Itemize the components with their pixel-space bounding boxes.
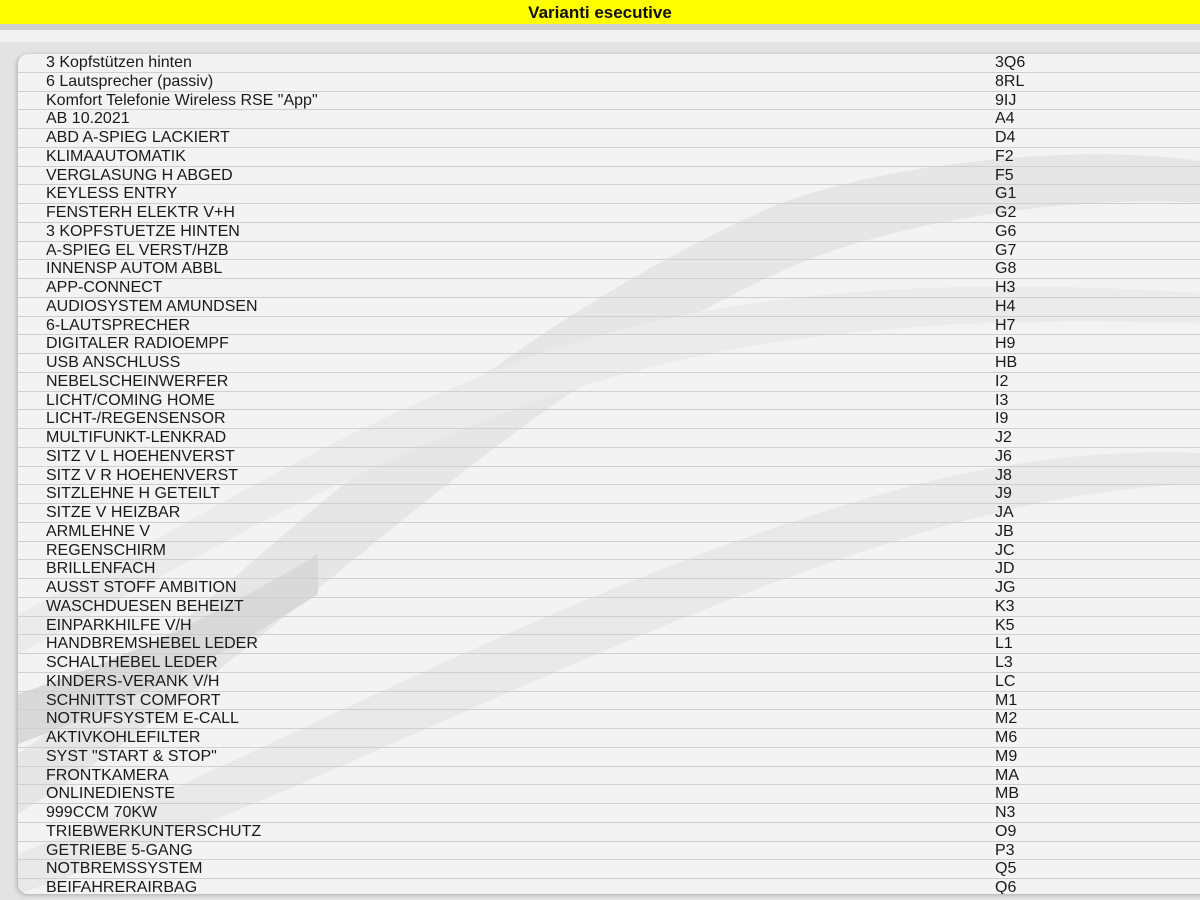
- option-code: D4: [995, 129, 1016, 146]
- list-item: [18, 92, 1200, 111]
- list-item: [18, 410, 1200, 429]
- option-description: INNENSP AUTOM ABBL: [46, 260, 223, 278]
- option-code: J2: [995, 429, 1012, 446]
- option-description: NEBELSCHEINWERFER: [46, 372, 229, 390]
- list-item: [18, 542, 1200, 561]
- header-bar: [0, 0, 1200, 30]
- option-code: JG: [995, 579, 1016, 596]
- option-description: WASCHDUESEN BEHEIZT: [46, 597, 244, 615]
- list-item: [18, 504, 1200, 523]
- option-description: APP-CONNECT: [46, 279, 163, 296]
- option-description: MULTIFUNKT-LENKRAD: [46, 429, 227, 446]
- list-item: [18, 429, 1200, 448]
- option-code: Q6: [995, 879, 1017, 894]
- option-description: HANDBREMSHEBEL LEDER: [46, 635, 258, 653]
- option-description: USB ANSCHLUSS: [46, 354, 181, 371]
- option-description: GETRIEBE 5-GANG: [46, 841, 193, 859]
- option-description: TRIEBWERKUNTERSCHUTZ: [46, 822, 262, 840]
- option-code: MA: [995, 766, 1019, 784]
- option-code: JD: [995, 560, 1015, 578]
- option-code: L3: [995, 654, 1013, 671]
- list-item: [18, 129, 1200, 148]
- option-description: NOTBREMSSYSTEM: [46, 860, 203, 878]
- option-code: G1: [995, 185, 1017, 203]
- list-item: [18, 223, 1200, 242]
- option-code: JB: [995, 522, 1014, 540]
- option-code: H4: [995, 297, 1016, 315]
- options-list: [18, 54, 1200, 894]
- option-description: 6-LAUTSPRECHER: [46, 316, 191, 334]
- option-code: J8: [995, 466, 1012, 484]
- option-code: M9: [995, 747, 1018, 765]
- option-code: JC: [995, 541, 1015, 559]
- list-item: [18, 842, 1200, 861]
- list-item: [18, 560, 1200, 579]
- option-code: 3Q6: [995, 54, 1026, 71]
- option-code: M2: [995, 710, 1018, 728]
- option-description: Komfort Telefonie Wireless RSE "App": [46, 91, 318, 109]
- list-item: [18, 392, 1200, 411]
- option-description: AUDIOSYSTEM AMUNDSEN: [46, 297, 258, 315]
- option-code: I2: [995, 372, 1009, 390]
- option-description: KEYLESS ENTRY: [46, 185, 178, 203]
- option-code: N3: [995, 804, 1016, 821]
- option-code: MB: [995, 785, 1019, 803]
- list-item: [18, 729, 1200, 748]
- list-item: [18, 185, 1200, 204]
- list-item: [18, 654, 1200, 673]
- list-item: [18, 448, 1200, 467]
- option-description: SITZE V HEIZBAR: [46, 504, 181, 521]
- list-item: [18, 242, 1200, 261]
- options-panel: [18, 54, 1200, 894]
- list-item: [18, 748, 1200, 767]
- list-item: [18, 260, 1200, 279]
- page-title: Varianti esecutive: [528, 3, 672, 22]
- option-description: VERGLASUNG H ABGED: [46, 166, 233, 184]
- option-code: G7: [995, 241, 1017, 259]
- option-description: 6 Lautsprecher (passiv): [46, 72, 214, 90]
- option-code: J6: [995, 447, 1012, 465]
- list-item: [18, 317, 1200, 336]
- list-item: [18, 673, 1200, 692]
- list-item: [18, 692, 1200, 711]
- option-description: SCHNITTST COMFORT: [46, 691, 221, 709]
- option-description: 999CCM 70KW: [46, 804, 158, 821]
- option-code: O9: [995, 822, 1017, 840]
- list-item: [18, 167, 1200, 186]
- header-separator: [0, 30, 1200, 42]
- option-description: SCHALTHEBEL LEDER: [46, 654, 218, 671]
- option-code: F5: [995, 166, 1014, 184]
- list-item: [18, 298, 1200, 317]
- list-item: [18, 823, 1200, 842]
- option-code: J9: [995, 485, 1012, 503]
- option-description: NOTRUFSYSTEM E-CALL: [46, 710, 239, 728]
- list-item: [18, 204, 1200, 223]
- option-code: H3: [995, 279, 1016, 296]
- list-item: [18, 598, 1200, 617]
- option-description: SITZ V L HOEHENVERST: [46, 447, 235, 465]
- list-item: [18, 110, 1200, 129]
- option-description: AB 10.2021: [46, 110, 130, 128]
- list-item: [18, 635, 1200, 654]
- option-code: K5: [995, 616, 1015, 634]
- list-item: [18, 617, 1200, 636]
- option-description: AUSST STOFF AMBITION: [46, 579, 237, 596]
- option-description: SITZLEHNE H GETEILT: [46, 485, 220, 503]
- list-item: [18, 579, 1200, 598]
- option-code: G8: [995, 260, 1017, 278]
- option-code: A4: [995, 110, 1015, 128]
- option-description: LICHT/COMING HOME: [46, 391, 215, 409]
- list-item: [18, 804, 1200, 823]
- option-description: KINDERS-VERANK V/H: [46, 672, 220, 690]
- list-item: [18, 335, 1200, 354]
- option-code: K3: [995, 597, 1015, 615]
- option-code: I3: [995, 391, 1009, 409]
- option-description: FENSTERH ELEKTR V+H: [46, 204, 235, 221]
- list-item: [18, 373, 1200, 392]
- list-item: [18, 148, 1200, 167]
- option-description: LICHT-/REGENSENSOR: [46, 410, 226, 428]
- option-code: L1: [995, 635, 1013, 653]
- option-description: BRILLENFACH: [46, 560, 156, 578]
- option-description: ONLINEDIENSTE: [46, 785, 175, 803]
- option-code: LC: [995, 672, 1016, 690]
- option-description: AKTIVKOHLEFILTER: [46, 729, 201, 746]
- option-code: JA: [995, 504, 1014, 521]
- list-item: [18, 485, 1200, 504]
- option-code: Q5: [995, 860, 1017, 878]
- option-code: HB: [995, 354, 1018, 371]
- list-item: [18, 73, 1200, 92]
- option-description: SYST "START & STOP": [46, 747, 217, 765]
- list-item: [18, 354, 1200, 373]
- list-item: [18, 54, 1200, 73]
- option-code: M6: [995, 729, 1018, 746]
- option-description: ARMLEHNE V: [46, 522, 151, 540]
- option-description: 3 KOPFSTUETZE HINTEN: [46, 222, 240, 240]
- option-description: KLIMAAUTOMATIK: [46, 147, 186, 165]
- list-item: [18, 710, 1200, 729]
- option-description: ABD A-SPIEG LACKIERT: [46, 129, 230, 146]
- option-code: F2: [995, 147, 1014, 165]
- option-code: I9: [995, 410, 1009, 428]
- option-code: G2: [995, 204, 1017, 221]
- option-description: BEIFAHRERAIRBAG: [46, 879, 198, 894]
- option-description: DIGITALER RADIOEMPF: [46, 335, 229, 353]
- option-description: 3 Kopfstützen hinten: [46, 54, 192, 71]
- list-item: [18, 785, 1200, 804]
- list-item: [18, 767, 1200, 786]
- option-code: 8RL: [995, 72, 1025, 90]
- list-item: [18, 879, 1200, 894]
- option-code: H7: [995, 316, 1016, 334]
- option-code: M1: [995, 691, 1018, 709]
- list-item: [18, 523, 1200, 542]
- option-code: H9: [995, 335, 1016, 353]
- option-code: P3: [995, 841, 1015, 859]
- list-item: [18, 467, 1200, 486]
- option-code: 9IJ: [995, 91, 1017, 109]
- list-item: [18, 860, 1200, 879]
- option-description: SITZ V R HOEHENVERST: [46, 466, 239, 484]
- list-item: [18, 279, 1200, 298]
- option-description: EINPARKHILFE V/H: [46, 616, 192, 634]
- option-description: FRONTKAMERA: [46, 766, 169, 784]
- option-description: REGENSCHIRM: [46, 541, 167, 559]
- option-code: G6: [995, 222, 1017, 240]
- option-description: A-SPIEG EL VERST/HZB: [46, 241, 229, 259]
